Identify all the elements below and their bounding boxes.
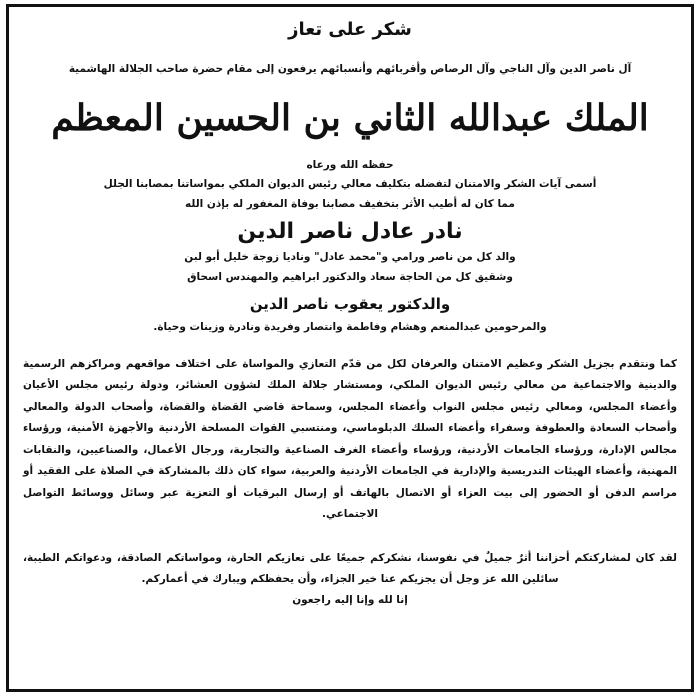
ad-title: شكر على تعاز [288, 19, 412, 40]
paragraph-line: كما ونتقدم بجزيل الشكر وعظيم الامتنان والعرفان لكل من قدّم التعازي والمواساة على اختلاف مواقعهم ومراكزهم الرسمية [23, 357, 677, 370]
paragraph-line: على الفقيد أو مراسم الدفن أو الحضور إلى بيت العزاء أو الاتصال بالهاتف أو إرسال البرقيات أو التعزية عبر وسائل [23, 465, 677, 499]
paragraph-line: وأعضاء المجلس، ومعالي رئيس مجلس النواب وأعضاء المجلس، وسماحة قاضي القضاة والقضاة، وأصحاب الدولة والمعالي [23, 400, 677, 413]
paragraph-line: والدينية والاجتماعية من معالي رئيس الديوان الملكي، ومستشار جلالة الملك لشؤون العشائر، ودولة رئيس مجلس الأعيان [23, 379, 677, 392]
thanks-line: مما كان له أطيب الأثر بتخفيف مصابنا بوفاة المغفور له بإذن الله [185, 198, 515, 211]
brother-name: والدكتور يعقوب ناصر الدين [249, 295, 451, 314]
paragraph-line: مجالس الإدارة، ورؤساء الجامعات الأردنية، ورؤساء وأعضاء الغرف الصناعية والتجارية، ورجال الأعمال، والصناعيين، [76, 443, 677, 456]
king-name-calligraphy: الملك عبدالله الثاني بن الحسين المعظم [51, 96, 649, 139]
paragraph-last-line: ووسائط التواصل الاجتماعي. [23, 486, 379, 521]
thanks-paragraph [23, 354, 677, 526]
relation-line: والد كل من ناصر ورامي و"محمد عادل" ونادیا زوجة خليل أبو لبن [184, 251, 516, 264]
paragraph-line: وأصحاب السعادة والعطوفة وسفراء وأعضاء السلك الدبلوماسي، ومنتسبي القوات المسلحة الأردنية والأجهزة الأمنية، ورؤساء [23, 422, 677, 435]
intro-line: آل ناصر الدين وآل الناجي وآل الرصاص وأقربائهم وأنسبائهم يرفعون إلى مقام حضرة صاحب الجلالة الهاشمية [68, 63, 632, 75]
final-verse: إنا لله وإنا إليه راجعون [292, 593, 408, 606]
closing-line: الطيبة، سائلين الله عز وجل أن يجزيكم عنا خير الجزاء، وأن يحفظكم ويبارك في أعماركم. [23, 551, 559, 586]
thanks-line: أسمى آيات الشكر والامتنان لتفضله بتكليف معالي رئيس الديوان الملكي بمواساتنا بمصابنا الجلل [103, 178, 597, 191]
closing-line: لقد كان لمشاركتكم أحزاننا أثرٌ جميلٌ في نفوسنا، نشكركم جميعًا على تعازيكم الحارة، ومواساتكم الصادقة، ودعواتكم [64, 551, 678, 564]
ad-border [6, 4, 694, 692]
closing-paragraph [23, 548, 677, 591]
late-siblings: والمرحومين عبدالمنعم وهشام وفاطمة وانتصار وفريدة ونادرة وزينات وحياة. [153, 320, 547, 333]
relation-line: وشقيق كل من الحاجة سعاد والدكتور ابراهيم والمهندس اسحاق [187, 271, 513, 284]
deceased-name: نادر عادل ناصر الدين [237, 219, 463, 245]
blessing: حفظه الله ورعاه [306, 158, 394, 171]
paragraph-line: والنقابات المهنية، وأعضاء الهيئات التدريسية والإدارية في الجامعات الأردنية والعربية، سواء كان ذلك بالمشاركة في الصلاة [23, 443, 677, 478]
